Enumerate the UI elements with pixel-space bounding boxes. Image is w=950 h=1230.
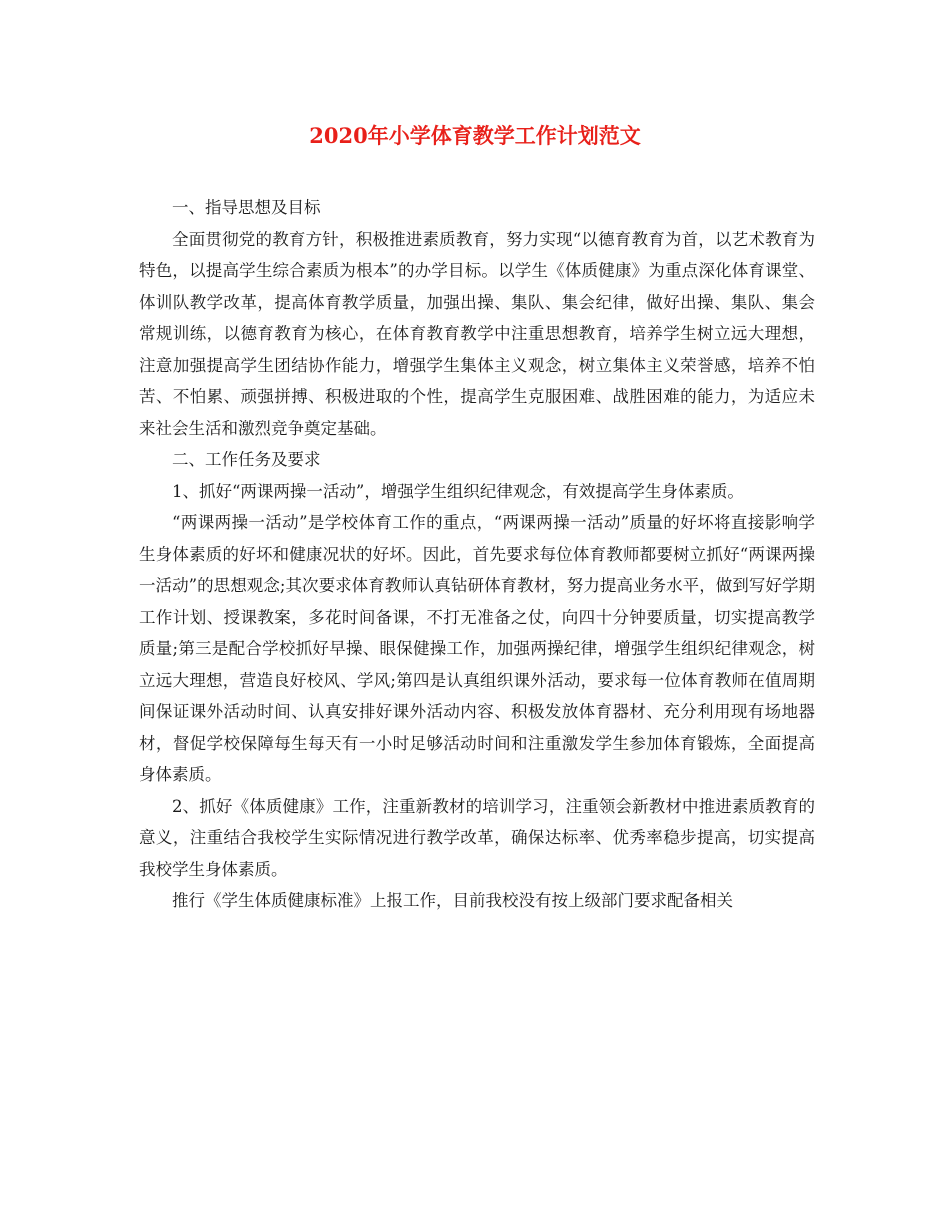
paragraph-task-1-detail: “两课两操一活动”是学校体育工作的重点，“两课两操一活动”质量的好坏将直接影响学生身体素质的好坏和健康况状的好坏。因此，首先要求每位体育教师都要树立抓好“两课两操一活动”的思想观念;其次要求体育教师认真钻研体育教材，努力提高业务水平，做到写好学期工作计划、授课教案，多花时间备课，不打无准备之仗，向四十分钟要质量，切实提高教学质量;第三是配合学校抓好早操、眼保健操工作，加强两操纪律，增强学生组织纪律观念，树立远大理想，营造良好校风、学风;第四是认真组织课外活动，要求每一位体育教师在值周期间保证课外活动时间、认真安排好课外活动内容、积极发放体育器材、充分利用现有场地器材，督促学校保障每生每天有一小时足够活动时间和注重激发学生参加体育锻炼，全面提高身体素质。: [139, 513, 815, 784]
paragraph-task-2-detail: 推行《学生体质健康标准》上报工作，目前我校没有按上级部门要求配备相关: [172, 891, 733, 910]
paragraph-guiding-ideology: 全面贯彻党的教育方针，积极推进素质教育，努力实现“以德育教育为首，以艺术教育为特色，以提高学生综合素质为根本”的办学目标。以学生《体质健康》为重点深化体育课堂、体训队教学改革，提高体育教学质量，加强出操、集队、集会纪律，做好出操、集队、集会常规训练，以德育教育为核心，在体育教育教学中注重思想教育，培养学生树立远大理想，注意加强提高学生团结协作能力，增强学生集体主义观念，树立集体主义荣誉感，培养不怕苦、不怕累、顽强拼搏、积极进取的个性，提高学生克服困难、战胜困难的能力，为适应未来社会生活和激烈竞争奠定基础。: [139, 229, 815, 438]
section-heading-tasks: 二、工作任务及要求: [172, 450, 321, 469]
document-body: [139, 192, 815, 917]
document-title: 2020年小学体育教学工作计划范文: [309, 123, 641, 148]
paragraph-task-2: 2、抓好《体质健康》工作，注重新教材的培训学习，注重领会新教材中推进素质教育的意义，注重结合我校学生实际情况进行教学改革，确保达标率、优秀率稳步提高，切实提高我校学生身体素质。: [139, 796, 815, 879]
paragraph-task-1-heading: 1、抓好“两课两操一活动”，增强学生组织纪律观念，有效提高学生身体素质。: [172, 481, 744, 501]
section-heading-guiding-ideology: 一、指导思想及目标: [172, 198, 321, 217]
